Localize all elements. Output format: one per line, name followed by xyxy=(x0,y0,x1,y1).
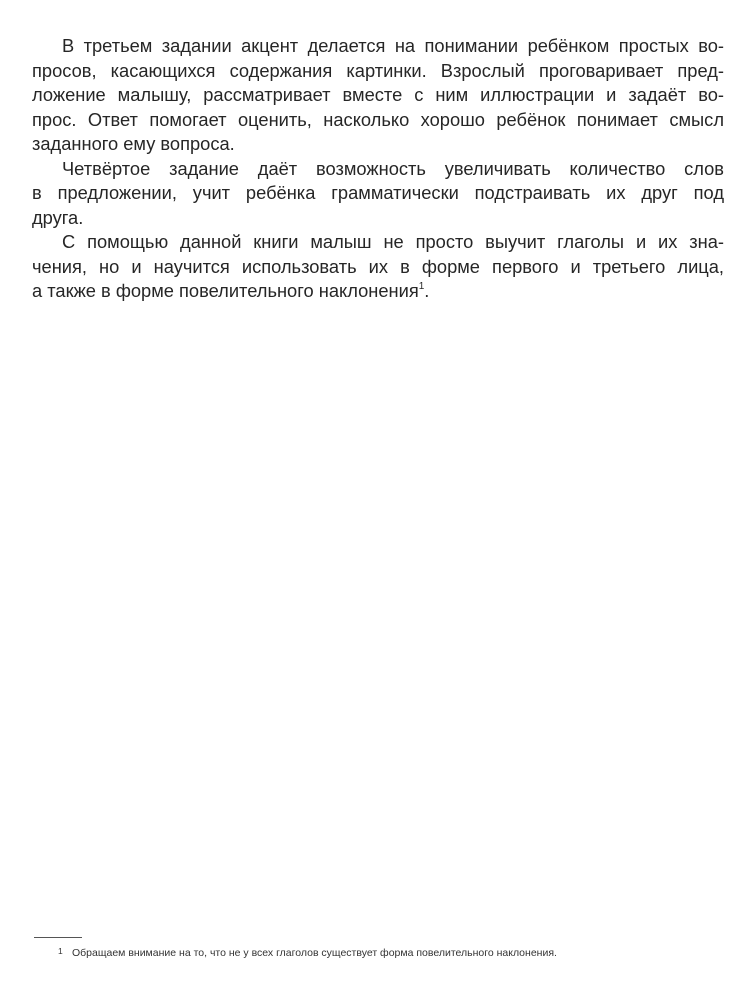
text-line-with-footnote xyxy=(32,279,724,304)
text-line: Четвёртое задание даёт возможность увеличивать количество слов xyxy=(62,157,724,179)
sentence-end: . xyxy=(424,280,430,301)
paragraph-third-task xyxy=(32,34,724,157)
text-line: друга. xyxy=(32,206,84,228)
text-line: чения, но и научится использовать их в форме первого и третьего лица, xyxy=(32,255,724,277)
footnote-divider xyxy=(34,937,82,938)
paragraph-book-benefit xyxy=(32,230,724,304)
text-line: просов, касающихся содержания картинки. Взрослый проговаривает пред- xyxy=(32,59,724,81)
text-line: ложение малышу, рассматривает вместе с ним иллюстрации и задаёт во- xyxy=(32,84,724,105)
footnote xyxy=(58,944,718,960)
paragraph-fourth-task xyxy=(32,157,724,231)
text-line: а также в форме повелительного наклонения xyxy=(32,280,419,301)
text-line: С помощью данной книги малыш не просто выучит глаголы и их зна- xyxy=(62,231,724,252)
text-line: В третьем задании акцент делается на понимании ребёнком простых во- xyxy=(62,35,724,56)
footnote-reference[interactable]: 1 xyxy=(418,280,425,292)
text-line: прос. Ответ помогает оценить, насколько хорошо ребёнок понимает смысл xyxy=(32,108,724,130)
body-text xyxy=(32,34,724,304)
text-line: в предложении, учит ребёнка грамматически подстраивать их друг под xyxy=(32,182,724,203)
footnote-text: Обращаем внимание на то, что не у всех глаголов существует форма повелительного наклонения. xyxy=(72,947,557,959)
text-line: заданного ему вопроса. xyxy=(32,133,235,154)
footnote-number: 1 xyxy=(58,946,63,956)
